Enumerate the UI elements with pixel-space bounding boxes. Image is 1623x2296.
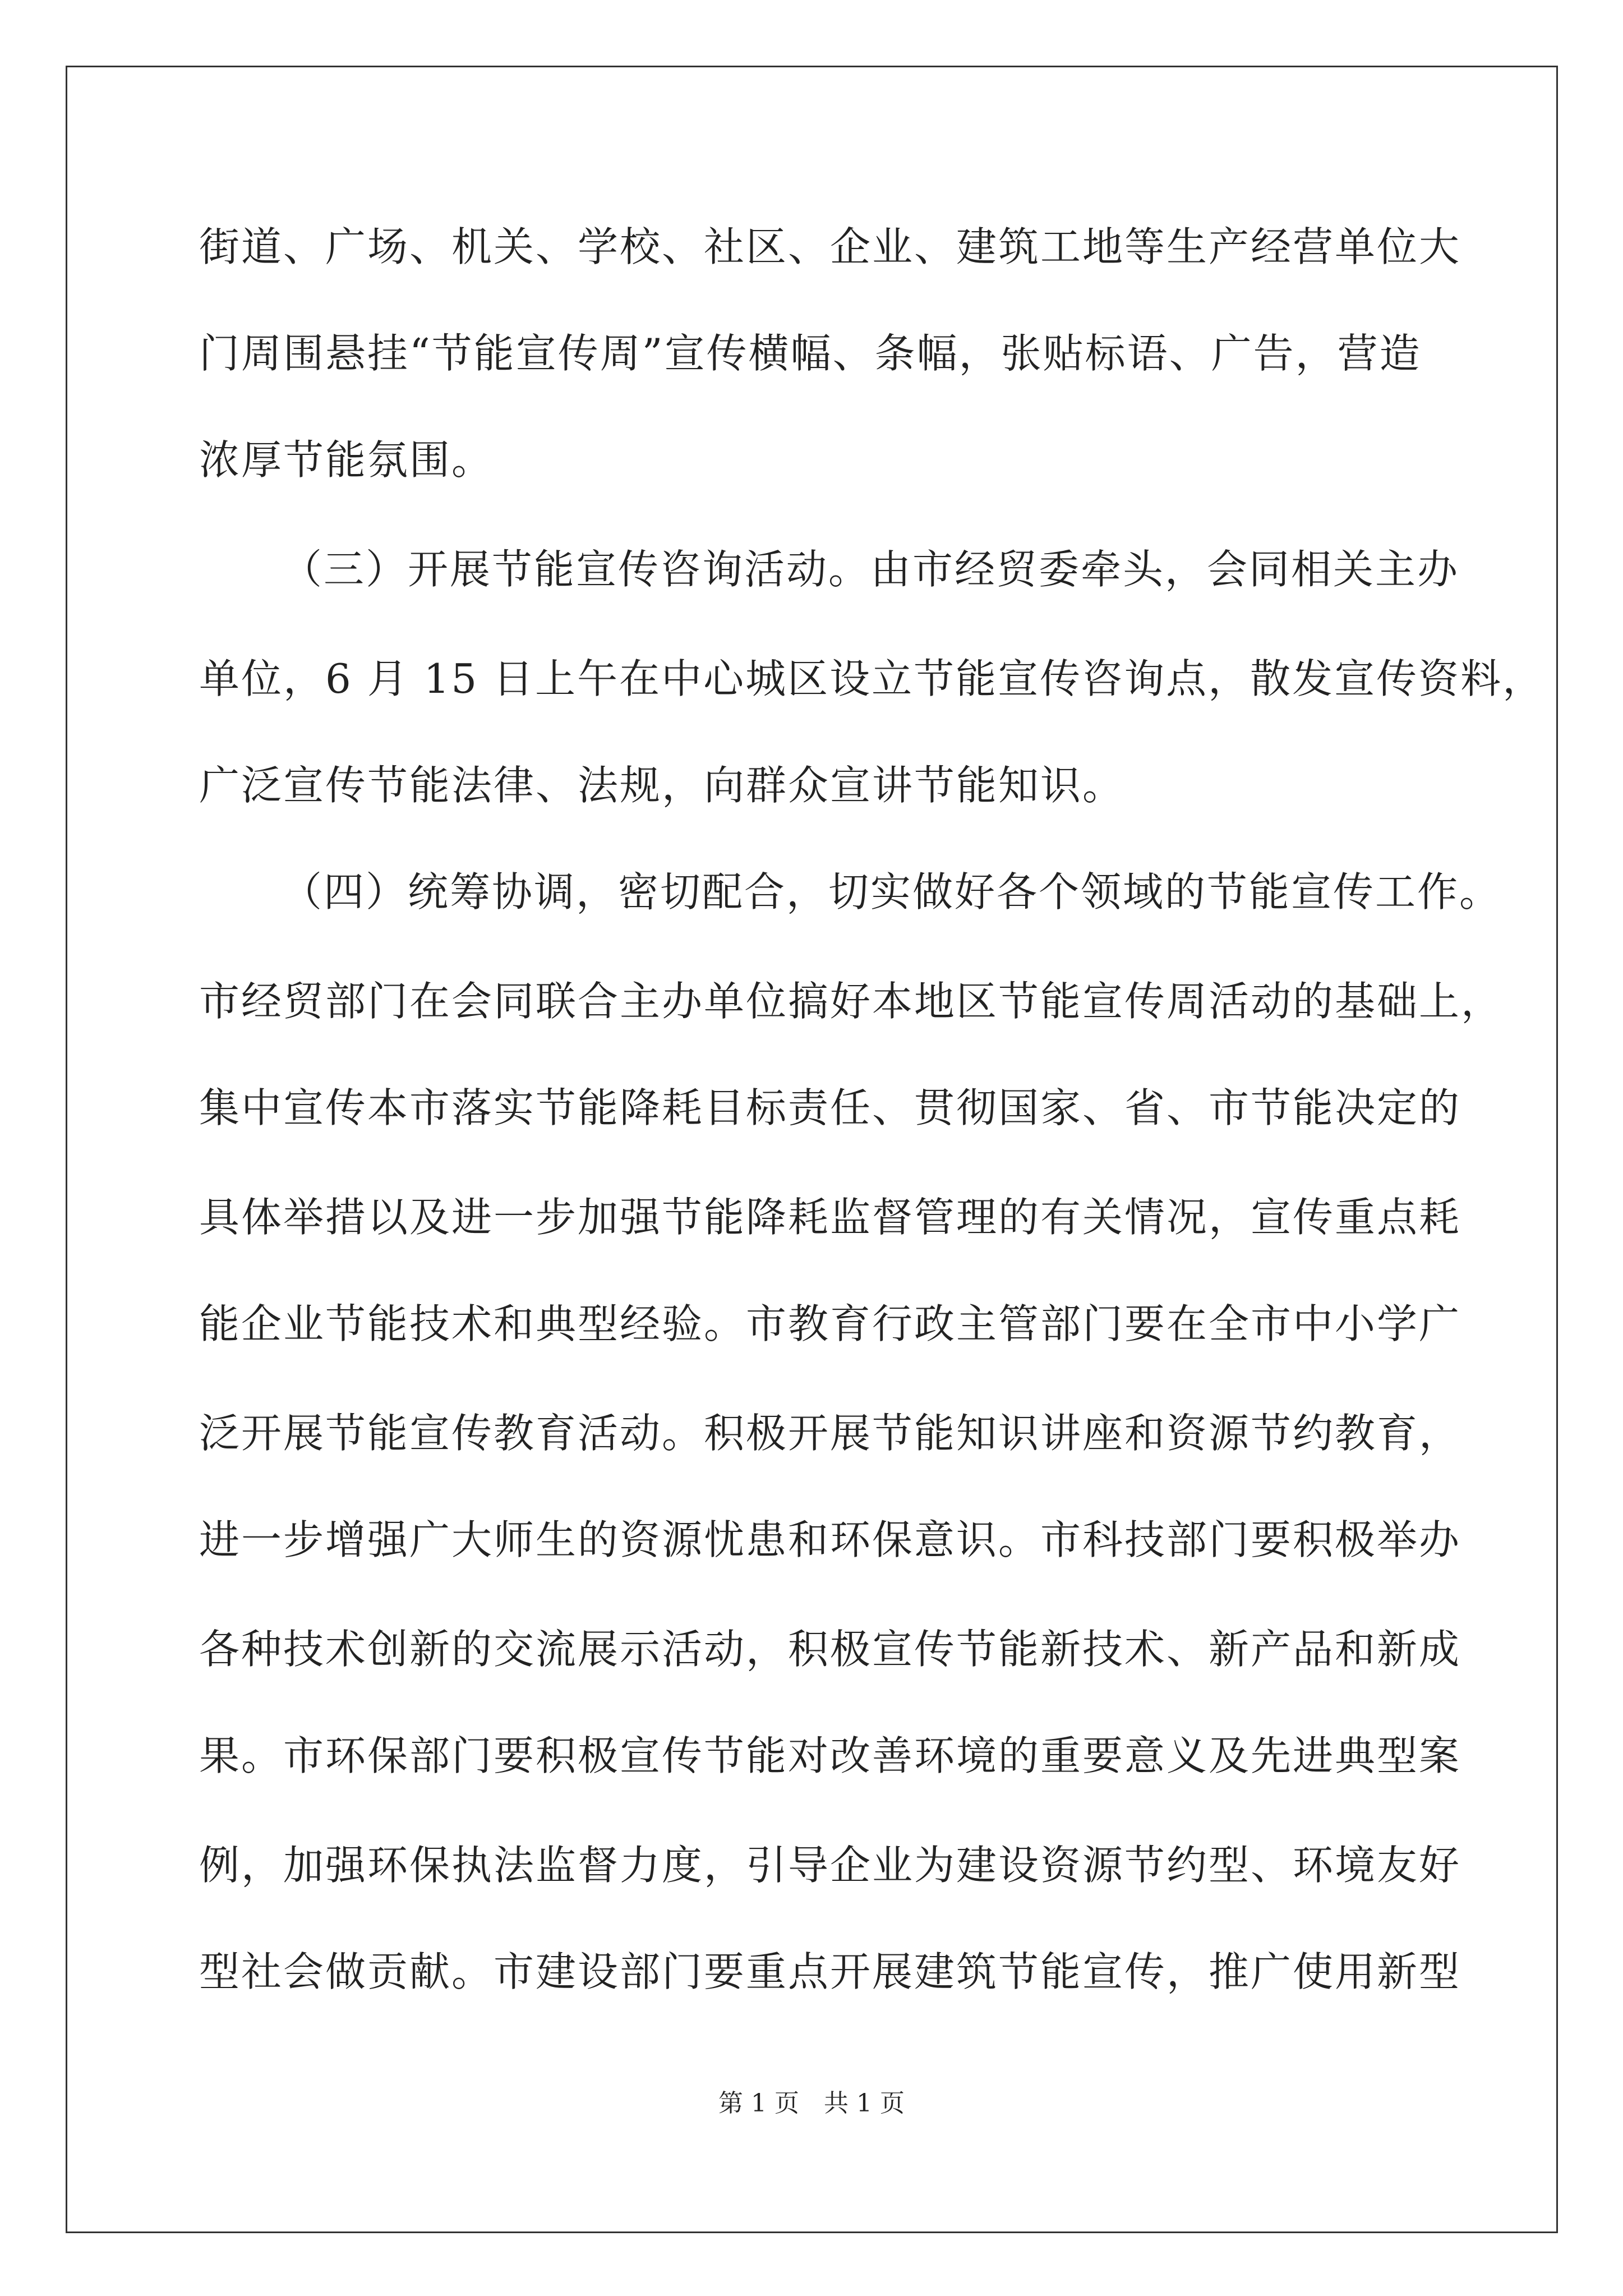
text-line: 街道、广场、机关、学校、社区、企业、建筑工地等生产经营单位大 [199, 223, 1461, 270]
page-number-footer: 第 1 页 共 1 页 [718, 2089, 905, 2118]
text-line: 各种技术创新的交流展示活动，积极宣传节能新技术、新产品和新成 [199, 1626, 1461, 1673]
text-line: 例，加强环保执法监督力度，引导企业为建设资源节约型、环境友好 [199, 1842, 1461, 1889]
text-line: 广泛宣传节能法律、法规，向群众宣讲节能知识。 [199, 762, 1125, 809]
text-line: （四）统筹协调，密切配合，切实做好各个领域的节能宣传工作。 [282, 868, 1502, 915]
text-line: 市经贸部门在会同联合主办单位搞好本地区节能宣传周活动的基础上， [199, 978, 1504, 1025]
text-line: 集中宣传本市落实节能降耗目标责任、贯彻国家、省、市节能决定的 [199, 1084, 1461, 1131]
text-line: 进一步增强广大师生的资源忧患和环保意识。市科技部门要积极举办 [199, 1516, 1461, 1563]
text-line: 果。市环保部门要积极宣传节能对改善环境的重要意义及先进典型案 [199, 1732, 1461, 1779]
text-line: 浓厚节能氛围。 [199, 436, 494, 484]
text-line: 单位，6 月 15 日上午在中心城区设立节能宣传咨询点，散发宣传资料， [199, 655, 1545, 702]
text-line: 能企业节能技术和典型经验。市教育行政主管部门要在全市中小学广 [199, 1300, 1461, 1347]
text-line: （三）开展节能宣传咨询活动。由市经贸委牵头，会同相关主办 [282, 546, 1460, 593]
text-line: 具体举措以及进一步加强节能降耗监督管理的有关情况，宣传重点耗 [199, 1194, 1461, 1241]
text-line: 门周围悬挂“节能宣传周”宣传横幅、条幅，张贴标语、广告，营造 [199, 330, 1422, 377]
page-border [66, 66, 1558, 2233]
text-line: 泛开展节能宣传教育活动。积极开展节能知识讲座和资源节约教育， [199, 1410, 1461, 1457]
text-line: 型社会做贡献。市建设部门要重点开展建筑节能宣传，推广使用新型 [199, 1948, 1461, 1995]
